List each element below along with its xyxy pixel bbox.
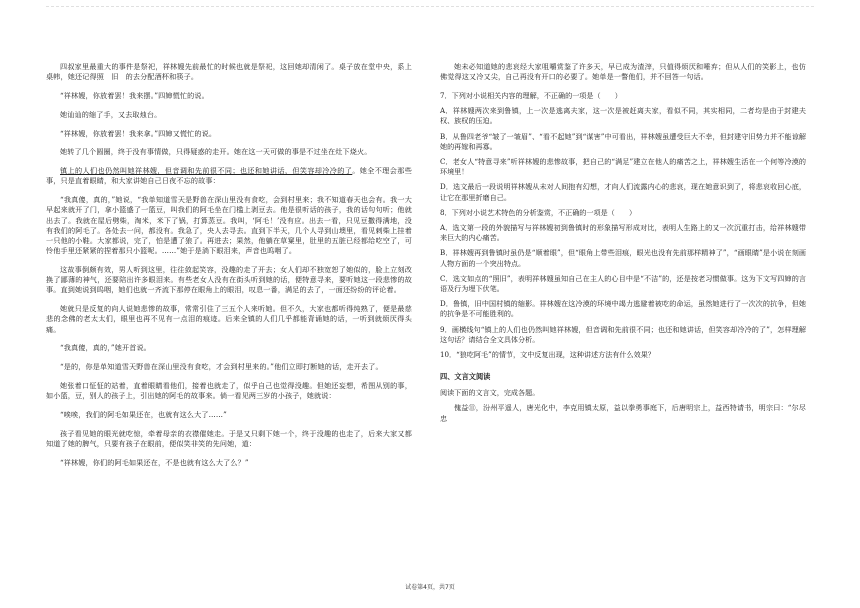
- question-7: 7．下列对小说相关内容的理解，不正确的一项是（ ）: [440, 91, 622, 100]
- answer-option: D．选文最后一段说明祥林嫂从未对人间抱有幻想，才向人们流露内心的悲哀，现在她意识到了，将悲哀收回心底，让它在那里折磨自己。: [440, 182, 806, 202]
- answer-option: B．祥林嫂再到鲁镇时虽仍是“顺着眼”，但“眼角上带些泪痕，眼光也没有先前那样精神了”，“画眼睛”是小说在刻画人物方面的一个突出特点。: [440, 248, 806, 268]
- underlined-sentence: 镇上的人们也仍然叫她祥林嫂，但音调和先前很不同；也还和她讲话，但笑容却冷冷的了: [60, 166, 353, 176]
- question-8-options: [440, 223, 806, 320]
- passage-paragraph: 这故事倒颇有效，男人听到这里，往往敛起笑容，没趣的走了开去；女人们却不独宽恕了她似的，脸上立刻改换了鄙薄的神气，还要陪出许多眼泪来。有些老女人没有在街头听到她的话，便特意寻来，要听她这一段悲惨的故事。直到她说到呜咽，她们也就一齐流下那停在眼角上的眼泪，叹息一番，满足的去了，一面还纷纷的评论着。: [46, 265, 412, 295]
- classical-text: 傀益⑪，汾州平遥人，唐光化中，李克用镇太原，益以拳勇事庭下，后唐明宗上，益西特请书，明宗曰：“尔尽忠: [440, 403, 806, 423]
- passage-paragraph: 她就只是反复的向人说她悲惨的故事，常常引住了三五个人来听她。但不久，大家也都听得纯熟了，便是最慈悲的念佛的老太太们，眼里也再不见有一点泪的痕迹。后来全镇的人们几乎都能背诵她的话，一听到就烦厌得头痛。: [46, 304, 412, 334]
- answer-option: B．从鲁四老爷“皱了一皱眉”、“看不起她”到“谋害”中可看出，祥林嫂虽遭受巨大不幸，但封建守旧势力并不能谅解她的再嫁和再寡。: [440, 131, 806, 151]
- section-heading: 四、文言文阅读: [440, 372, 491, 382]
- passage-paragraph: “是的，你是单知道雪天野兽在深山里没有食吃，才会到村里来的。”他们立即打断她的话，走开去了。: [60, 362, 383, 372]
- passage-paragraph: “祥林嫂，你放着罢！我来拿。”四婶又慌忙的说。: [60, 128, 217, 138]
- question-9: 9．画横线句“镇上的人们也仍然叫她祥林嫂，但音调和先前很不同；也还和她讲话，但笑容却冷冷的了”，怎样理解这句话？请结合全文具体分析。: [440, 324, 806, 344]
- passage-paragraph: 她转了几个圆圈，终于没有事情做，只得疑惑的走开。她在这一天可做的事是不过坐在灶下烧火。: [60, 147, 372, 157]
- question-7-options: [440, 106, 806, 203]
- answer-option: C．老女人“特意寻来”听祥林嫂的悲惨故事，把自己的“满足”建立在他人的痛苦之上，祥林嫂生活在一个何等冷漠的环境里！: [440, 157, 806, 177]
- passage-paragraph: “祥林嫂，你们的阿毛如果还在，不是也就有这么大了么？”: [60, 457, 249, 467]
- passage-paragraph: “唉唉，我们的阿毛如果还在，也就有这么大了……”: [60, 410, 227, 419]
- top-rule: [46, 6, 814, 7]
- passage-paragraph: 她讪讪的缩了手，又去取烛台。: [60, 109, 162, 119]
- passage-paragraph: 孩子看见她的眼光就吃惊，牵着母亲的衣襟催她走。于是又只剩下她一个，终于没趣的也走了，后来大家又都知道了她的脾气，只要有孩子在眼前，便似笑非笑的先问她，道：: [46, 428, 412, 448]
- passage-paragraph: “我真傻，真的，”她说，“我单知道雪天是野兽在深山里没有食吃，会到村里来；我不知道春天也会有。我一大早起来就开了门，拿小篮盛了一篮豆，叫我们的阿毛坐在门槛上剥豆去。他是很听话的孩子，我的话句句听；他就出去了。我就在屋后劈柴，淘米，米下了锅，打算蒸豆。我叫，‘阿毛！’没有应。出去一看，只见豆撒得满地，没有我们的阿毛了。各处去一问，都没有。我急了，央人去寻去。直到下半天，几个人寻到山墺里，看见刺柴上挂着一只他的小鞋。大家都说，完了，怕是遭了狼了。再进去；果然，他躺在草窠里，肚里的五脏已经都给吃空了，可怜他手里还紧紧的捏着那只小篮呢。……”她于是淌下眼泪来，声音也呜咽了。: [46, 195, 412, 256]
- page-footer: 试卷第4页，共7页: [405, 584, 455, 591]
- passage-paragraph: 四叔家里最重大的事件是祭祀，祥林嫂先前最忙的时候也就是祭祀，这回她却清闲了。桌子放在堂中央，系上桌帏，她还记得照 旧 的去分配酒杯和筷子。: [46, 62, 412, 82]
- answer-option: A．选文第一段的外貌描写与祥林嫂初到鲁镇时的形象描写形成对比，表明人生路上的又一次沉重打击，给祥林嫂带来巨大的内心痛苦。: [440, 223, 806, 243]
- passage-paragraph: 她张着口怔怔的站着，直着眼睛看他们，接着也就走了，似乎自己也觉得没趣。但她还妄想，希图从别的事，如小篮，豆，别人的孩子上，引出她的阿毛的故事来。倘一看见两三岁的小孩子，她就说：: [46, 381, 412, 401]
- passage-continuation: 她未必知道她的悲哀经大家咀嚼赏鉴了许多天，早已成为渣滓，只值得烦厌和唾弃；但从人们的笑影上，也仿佛觉得这又冷又尖，自己再没有开口的必要了。她单是一瞥他们，并不回答一句话。: [440, 62, 806, 82]
- answer-option: C．选文如点的“照旧”，表明祥林嫂虽知自己在主人的心目中是“不洁”的，还是按老习惯做事。这为下文写四婶的言语及行为埋下伏笔。: [440, 273, 806, 294]
- section-instructions: 阅读下面的文言文，完成各题。: [440, 388, 540, 398]
- passage-paragraph: “祥林嫂，你放着罢！我来摆。”四婶慌忙的说。: [60, 91, 209, 100]
- question-8: 8．下列对小说艺术特色的分析鉴赏，不正确的一项是（ ）: [440, 207, 637, 217]
- questions-column: [440, 62, 806, 432]
- passage-paragraph: “我真傻，真的，”她开首说。: [60, 343, 151, 353]
- passage-paragraph: 镇上的人们也仍然叫她祥林嫂，但音调和先前很不同；也还和她讲话，但笑容却冷冷的了。她全不理会那些事，只是直着眼睛，和大家讲她自己日夜不忘的故事：: [46, 166, 412, 186]
- passage-column: [46, 62, 412, 477]
- answer-option: D．鲁镇，旧中国村镇的缩影。祥林嫂在这冷漠的环境中竭力逃避着被吃的命运，虽然她进行了一次次的抗争，但她的抗争是不可能胜利的。: [440, 299, 806, 319]
- answer-option: A．祥林嫂两次来到鲁镇，上一次是逃离夫家，这一次是被赶离夫家，看似不同，其实相同，二者均是由于封建夫权、族权的压迫。: [440, 106, 806, 126]
- question-10: 10．“狼吃阿毛”的情节，文中反复出现，这种讲述方法有什么效果？: [440, 350, 655, 360]
